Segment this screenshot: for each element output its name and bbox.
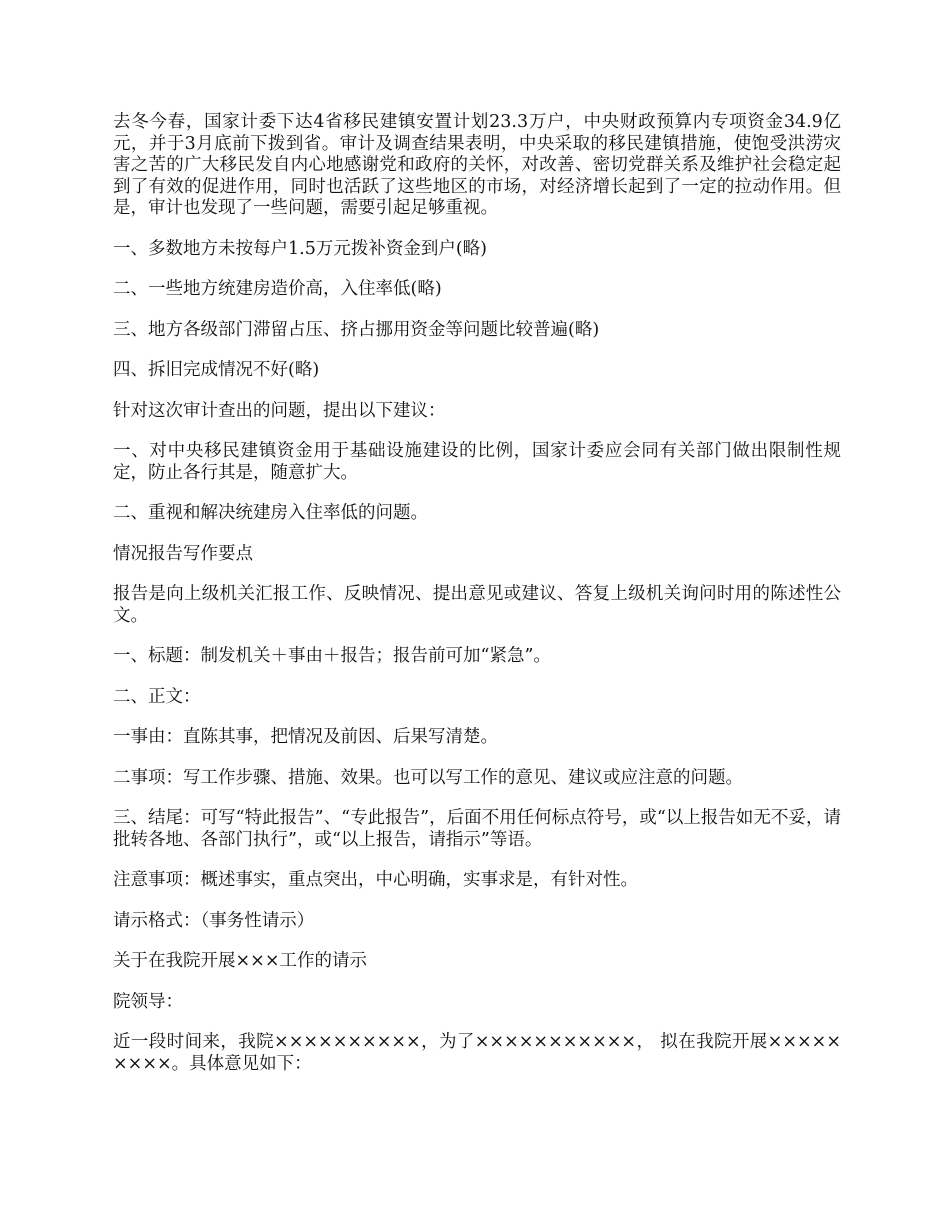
paragraph-title-rule: 一、标题：制发机关＋事由＋报告；报告前可加“紧急”。 bbox=[113, 646, 551, 666]
paragraph-issue-3: 三、地方各级部门滞留占压、挤占挪用资金等问题比较普遍(略) bbox=[113, 319, 600, 340]
paragraph-request-format: 请示格式：（事务性请示） bbox=[113, 910, 315, 931]
paragraph-issue-1: 一、多数地方未按每户1.5万元拨补资金到户(略) bbox=[113, 238, 487, 259]
paragraph-intro: 去冬今春，国家计委下达4省移民建镇安置计划23.3万户，中央财政预算内专项资金34.9亿元，并于3月底前下拨到省。审计及调查结果表明，中央采取的移民建镇措施，使饱受洪涝灾害之苦的广大移民发自内心地感谢党和政府的关怀，对改善、密切党群关系及维护社会稳定起到了有效的促进作用，同时也活跃了这些地区的市场，对经济增长起到了一定的拉动作用。但是，审计也发现了一些问题，需要引起足够重视。 bbox=[113, 112, 841, 218]
paragraph-reason-rule: 一事由：直陈其事，把情况及前因、后果写清楚。 bbox=[113, 727, 498, 747]
paragraph-issue-4: 四、拆旧完成情况不好(略) bbox=[113, 360, 320, 380]
paragraph-request-body: 近一段时间来，我院××××××××××，为了×××××××××××， 拟在我院开展×××××××××。具体意见如下： bbox=[113, 1032, 841, 1074]
section-heading-report-points: 情况报告写作要点 bbox=[113, 543, 253, 564]
paragraph-salutation: 院领导： bbox=[113, 991, 183, 1012]
paragraph-ending-rule: 三、结尾：可写“特此报告”、“专此报告”，后面不用任何标点符号，或“以上报告如无不妥，请批转各地、各部门执行”，或“以上报告，请指示”等语。 bbox=[113, 808, 841, 850]
paragraph-issue-2: 二、一些地方统建房造价高，入住率低(略) bbox=[113, 279, 442, 299]
paragraph-matters-rule: 二事项：写工作步骤、措施、效果。也可以写工作的意见、建议或应注意的问题。 bbox=[113, 767, 743, 788]
paragraph-request-title: 关于在我院开展×××工作的请示 bbox=[113, 951, 367, 971]
paragraph-report-definition: 报告是向上级机关汇报工作、反映情况、提出意见或建议、答复上级机关询问时用的陈述性公文。 bbox=[113, 584, 841, 626]
paragraph-notes: 注意事项：概述事实，重点突出，中心明确，实事求是，有针对性。 bbox=[113, 870, 638, 890]
paragraph-suggestions-intro: 针对这次审计查出的问题，提出以下建议： bbox=[113, 400, 446, 421]
paragraph-body-rule: 二、正文： bbox=[113, 686, 201, 707]
paragraph-suggestion-2: 二、重视和解决统建房入住率低的问题。 bbox=[113, 503, 428, 523]
paragraph-suggestion-1: 一、对中央移民建镇资金用于基础设施建设的比例，国家计委应会同有关部门做出限制性规定，防止各行其是，随意扩大。 bbox=[113, 441, 841, 483]
document-body bbox=[113, 112, 841, 1094]
